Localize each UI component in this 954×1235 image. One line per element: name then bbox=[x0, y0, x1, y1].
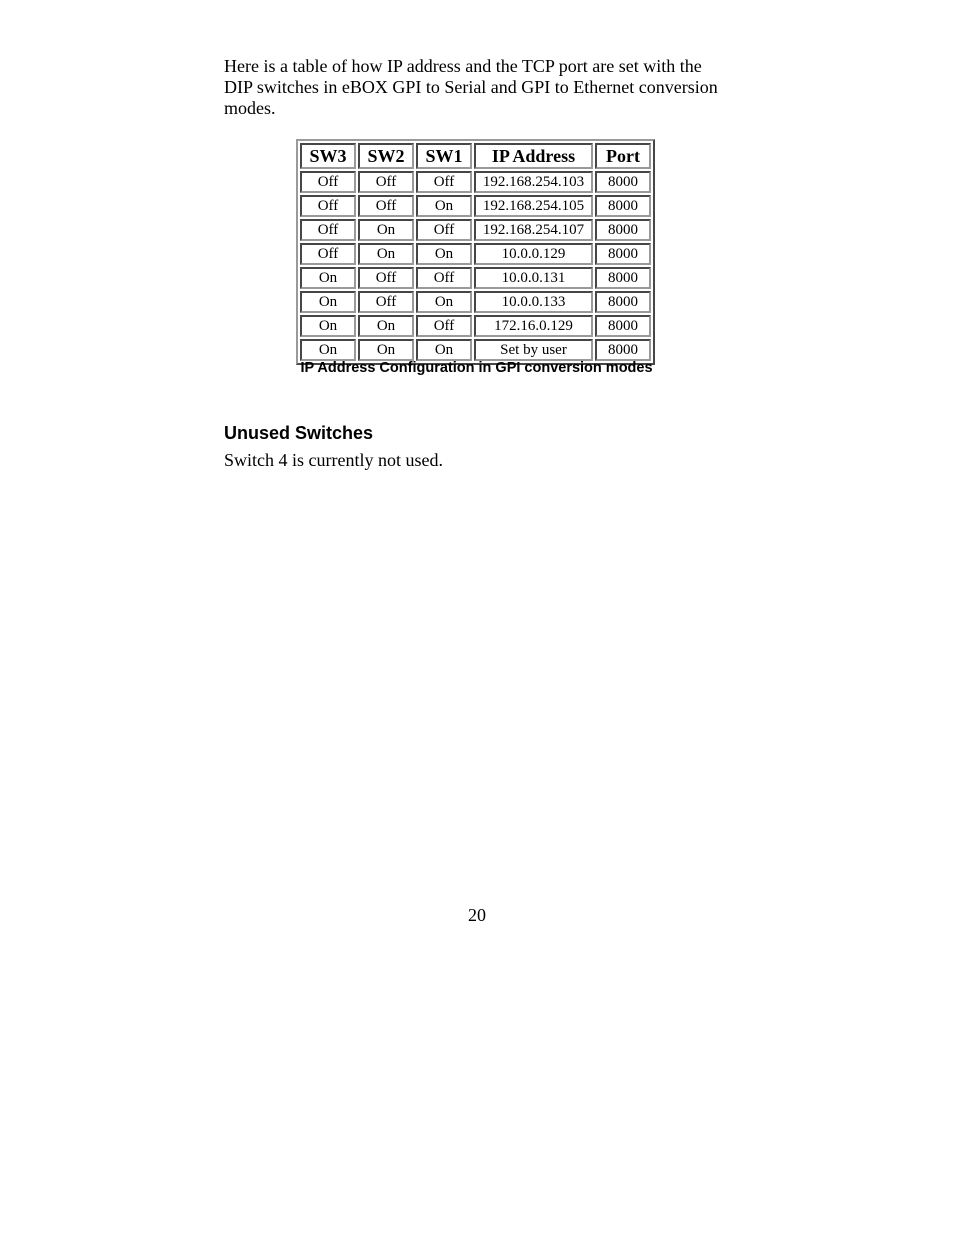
intro-paragraph: Here is a table of how IP address and the TCP port are set with the DIP switches in eBOX GPI to Serial and GPI to Ethernet conversion modes. bbox=[224, 56, 718, 118]
cell-sw3: On bbox=[300, 339, 356, 361]
table-caption: IP Address Configuration in GPI conversion modes bbox=[300, 360, 653, 376]
header-port: Port bbox=[595, 143, 651, 169]
cell-port: 8000 bbox=[595, 171, 651, 193]
cell-ip-address: 10.0.0.133 bbox=[474, 291, 593, 313]
cell-sw3: Off bbox=[300, 243, 356, 265]
cell-sw3: Off bbox=[300, 219, 356, 241]
ip-config-table-container bbox=[296, 139, 655, 365]
table-row bbox=[300, 219, 651, 241]
cell-ip-address: 172.16.0.129 bbox=[474, 315, 593, 337]
cell-sw2: Off bbox=[358, 267, 414, 289]
table-row bbox=[300, 243, 651, 265]
cell-sw1: Off bbox=[416, 267, 472, 289]
cell-sw2: Off bbox=[358, 291, 414, 313]
cell-sw1: On bbox=[416, 339, 472, 361]
cell-port: 8000 bbox=[595, 291, 651, 313]
table-header-row bbox=[300, 143, 651, 169]
cell-sw1: On bbox=[416, 195, 472, 217]
cell-port: 8000 bbox=[595, 339, 651, 361]
section-heading: Unused Switches bbox=[224, 423, 374, 443]
cell-sw1: On bbox=[416, 291, 472, 313]
header-sw2: SW2 bbox=[358, 143, 414, 169]
ip-config-table bbox=[296, 139, 655, 365]
cell-sw2: On bbox=[358, 339, 414, 361]
header-sw1: SW1 bbox=[416, 143, 472, 169]
cell-port: 8000 bbox=[595, 267, 651, 289]
table-row bbox=[300, 171, 651, 193]
cell-sw3: Off bbox=[300, 195, 356, 217]
cell-ip-address: 192.168.254.105 bbox=[474, 195, 593, 217]
cell-sw2: Off bbox=[358, 195, 414, 217]
header-sw3: SW3 bbox=[300, 143, 356, 169]
section-body: Switch 4 is currently not used. bbox=[224, 450, 443, 470]
cell-port: 8000 bbox=[595, 243, 651, 265]
cell-sw2: Off bbox=[358, 171, 414, 193]
cell-sw3: On bbox=[300, 267, 356, 289]
table-row bbox=[300, 195, 651, 217]
page-number: 20 bbox=[468, 905, 486, 925]
cell-sw3: On bbox=[300, 291, 356, 313]
cell-sw1: On bbox=[416, 243, 472, 265]
cell-sw1: Off bbox=[416, 315, 472, 337]
cell-ip-address: 10.0.0.129 bbox=[474, 243, 593, 265]
cell-port: 8000 bbox=[595, 315, 651, 337]
cell-sw2: On bbox=[358, 315, 414, 337]
cell-ip-address: 10.0.0.131 bbox=[474, 267, 593, 289]
table-row bbox=[300, 339, 651, 361]
cell-sw2: On bbox=[358, 219, 414, 241]
cell-port: 8000 bbox=[595, 195, 651, 217]
cell-sw3: Off bbox=[300, 171, 356, 193]
cell-sw3: On bbox=[300, 315, 356, 337]
cell-ip-address: 192.168.254.103 bbox=[474, 171, 593, 193]
cell-sw1: Off bbox=[416, 171, 472, 193]
header-ip-address: IP Address bbox=[474, 143, 593, 169]
cell-port: 8000 bbox=[595, 219, 651, 241]
table-row bbox=[300, 315, 651, 337]
cell-sw2: On bbox=[358, 243, 414, 265]
table-row bbox=[300, 267, 651, 289]
table-row bbox=[300, 291, 651, 313]
cell-ip-address: Set by user bbox=[474, 339, 593, 361]
cell-ip-address: 192.168.254.107 bbox=[474, 219, 593, 241]
cell-sw1: Off bbox=[416, 219, 472, 241]
